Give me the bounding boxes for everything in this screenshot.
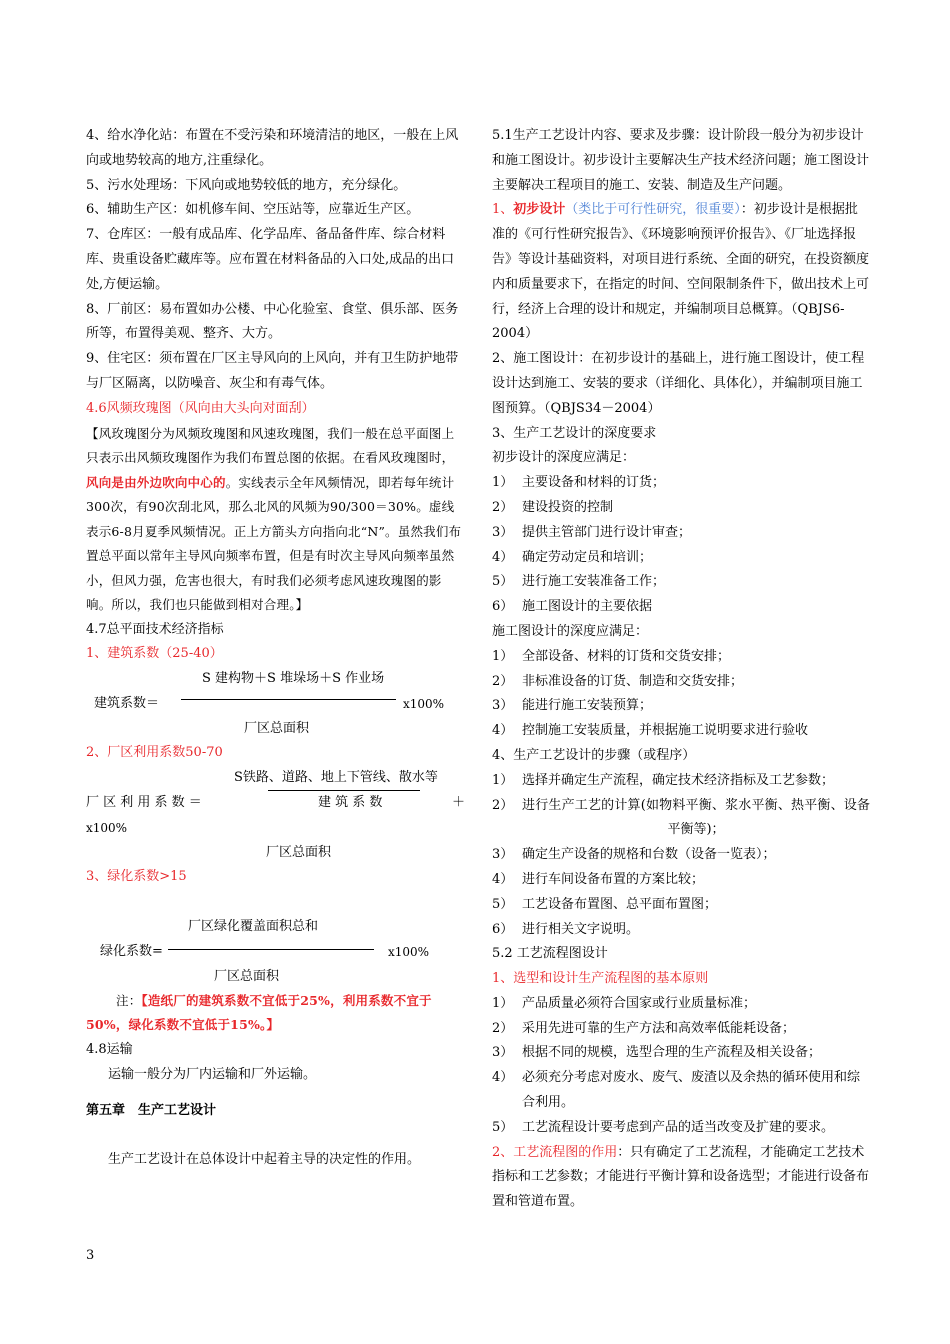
flowchart-role-text: ：只有确定了工艺流程，才能确定工艺技术指标和工艺参数；才能进行平衡计算和设备选型；才能进行设备布置和管道布置。 <box>492 1144 870 1210</box>
heading-4-6: 4.6风频玫瑰图（风向由大头向对面刮） <box>86 400 315 416</box>
construction-depth-heading: 施工图设计的深度应满足： <box>492 623 649 639</box>
paragraph-auxiliary: 6、辅助生产区：如机修车间、空压站等，应靠近生产区。 <box>86 202 420 218</box>
chapter-five-intro: 生产工艺设计在总体设计中起着主导的决定性的作用。 <box>108 1152 421 1168</box>
formula1-numerator: S 建构物＋S 堆垛场＋S 作业场 <box>202 671 385 687</box>
list-item: 5） 工艺流程设计要考虑到产品的适当改变及扩建的要求。 <box>492 1119 835 1135</box>
list-item: 2） 建设投资的控制 <box>492 499 614 515</box>
list-item: 3） 根据不同的规模，选型合理的生产流程及相关设备； <box>492 1045 822 1061</box>
heading-4-8: 4.8运输 <box>86 1041 133 1057</box>
flowchart-principles-heading: 1、选型和设计生产流程图的基本原则 <box>492 971 709 987</box>
list-item: 4） 必须充分考虑对废水、废气、废渣以及余热的循环使用和综合利用。 <box>492 1070 861 1111</box>
formula3-rhs: x100% <box>388 944 430 959</box>
list-item: 3） 能进行施工安装预算； <box>492 698 653 714</box>
flowchart-principles-list <box>492 992 870 1141</box>
design-steps-heading: 4、生产工艺设计的步骤（或程序） <box>492 747 696 763</box>
preliminary-design-hint: （类比于可行性研究，很重要） <box>565 202 741 218</box>
list-item: 4） 确定劳动定员和培训； <box>492 549 653 565</box>
list-item: 2） 非标准设备的订货、制造和交货安排； <box>492 673 744 689</box>
list-item: 6） 施工图设计的主要依据 <box>492 599 653 615</box>
formula3-denominator: 厂区总面积 <box>214 968 280 984</box>
formula3-lhs: 绿化系数= <box>100 943 163 959</box>
depth-requirements-heading: 3、生产工艺设计的深度要求 <box>492 425 657 441</box>
heading-4-7: 4.7总平面技术经济指标 <box>86 621 224 637</box>
formula2-numerator: S铁路、道路、地上下管线、散水等 <box>234 769 438 785</box>
formula2-plus: ＋ <box>452 794 466 810</box>
formula2-building-coefficient: 建 筑 系 数 <box>318 794 383 810</box>
list-item: 1） 选择并确定生产流程，确定技术经济指标及工艺参数； <box>492 772 835 788</box>
wind-rose-note-a: 【风玫瑰图分为风频玫瑰图和风速玫瑰图，我们一般在总平面图上只表示出风频玫瑰图作为我们布置总图的依据。在看风玫瑰图时， <box>86 425 455 466</box>
utilization-coefficient-heading: 2、厂区利用系数50-70 <box>86 745 223 761</box>
paragraph-water-station: 4、给水净化站：布置在不受污染和环境清洁的地区，一般在上风向或地势较高的地方,注重绿化。 <box>86 128 459 168</box>
paragraph-warehouse: 7、仓库区：一般有成品库、化学品库、备品备件库、综合材料库、贵重设备贮藏库等。应布置在材料备品的入口处,成品的出口处,方便运输。 <box>86 227 455 292</box>
paragraph-sewage: 5、污水处理场：下风向或地势较低的地方，充分绿化。 <box>86 177 407 193</box>
paper-mill-note-text: 【造纸厂的建筑系数不宜低于25%，利用系数不宜于50%，绿化系数不宜低于15%。】 <box>86 992 432 1033</box>
list-item: 1） 产品质量必须符合国家或行业质量标准； <box>492 995 757 1011</box>
formula1-rhs: x100% <box>403 697 445 712</box>
greening-coefficient-heading: 3、绿化系数>15 <box>86 868 187 884</box>
transport-text: 运输一般分为厂内运输和厂外运输。 <box>108 1066 317 1082</box>
formula-greening-coefficient <box>86 890 464 989</box>
preliminary-design-text: ：初步设计是根据批准的《可行性研究报告》、《环境影响预评价报告》、《厂址选择报告》等设计基础资料，对项目进行系统、全面的研究，在投资额度内和质量要求下，在指定的时间、空间限制条件下，做出技术上可行，经济上合理的设计和规定，并编制项目总概算。（QBJS6-2004） <box>492 202 870 342</box>
preliminary-design-keyword: 初步设计 <box>513 202 566 218</box>
formula3-numerator: 厂区绿化覆盖面积总和 <box>188 918 319 934</box>
preliminary-depth-list <box>492 471 870 620</box>
list-item: 2） 进行生产工艺的计算(如物料平衡、浆水平衡、热平衡、设备平衡等)； <box>492 797 870 838</box>
formula3-fraction-bar <box>168 949 374 950</box>
paragraph-residential: 9、住宅区：须布置在厂区主导风向的上风向，并有卫生防护地带与厂区隔离，以防噪音、灰尘和有毒气体。 <box>86 351 459 391</box>
preliminary-depth-heading: 初步设计的深度应满足： <box>492 450 636 466</box>
formula1-lhs: 建筑系数＝ <box>94 696 160 712</box>
formula1-fraction-bar <box>181 699 396 700</box>
formula-utilization-coefficient <box>86 766 464 865</box>
formula-building-coefficient <box>86 667 464 741</box>
list-item: 5） 工艺设备布置图、总平面布置图； <box>492 896 718 912</box>
list-item: 5） 进行施工安装准备工作； <box>492 574 666 590</box>
list-item: 2） 采用先进可靠的生产方法和高效率低能耗设备； <box>492 1020 796 1036</box>
design-steps-list <box>492 769 870 943</box>
section-5-2: 5.2 工艺流程图设计 <box>492 946 608 962</box>
construction-drawing-design: 2、施工图设计：在初步设计的基础上，进行施工图设计，使工程设计达到施工、安装的要求（详细化、具体化），并编制项目施工图预算。（QBJS34－2004） <box>492 351 865 416</box>
right-column <box>492 124 870 1215</box>
list-item: 3） 确定生产设备的规格和台数（设备一览表）； <box>492 847 776 863</box>
wind-rose-note-emphasis: 风向是由外边吹向中心的 <box>86 474 226 490</box>
list-item: 4） 进行车间设备布置的方案比较； <box>492 871 705 887</box>
section-5-1: 5.1生产工艺设计内容、要求及步骤：设计阶段一般分为初步设计和施工图设计。初步设计主要解决生产技术经济问题；施工图设计主要解决工程项目的施工、安装、制造及生产问题。 <box>492 128 870 193</box>
page-number: 3 <box>86 1248 95 1263</box>
paragraph-front-area: 8、厂前区：易布置如办公楼、中心化验室、食堂、俱乐部、医务所等，布置得美观、整齐、大方。 <box>86 301 459 342</box>
wind-rose-note-c: 。实线表示全年风频情况，即若每年统计300次，有90次刮北风，那么北风的风频为90/300＝30%。虚线表示6-8月夏季风频情况。正上方箭头方向指向北“N”。虽然我们布置总平面以常年主导风向频率布置，但是有时次主导风向频率虽然小，但风力强，危害也很大，有时我们必须考虑风速玫瑰图的影响。所以，我们也只能做到相对合理。】 <box>86 474 462 613</box>
list-item: 1） 主要设备和材料的订货； <box>492 475 666 491</box>
wind-rose-note <box>86 422 464 618</box>
formula2-lhs: 厂 区 利 用 系 数 ＝ <box>86 794 202 810</box>
preliminary-design <box>492 198 870 347</box>
list-item: 6） 进行相关文字说明。 <box>492 921 640 937</box>
flowchart-role <box>492 1141 870 1215</box>
formula2-rhs: x100% <box>86 820 128 835</box>
list-item: 4） 控制施工安装质量，并根据施工说明要求进行验收 <box>492 723 809 739</box>
chapter-five-title: 第五章 生产工艺设计 <box>86 1103 217 1119</box>
left-column <box>86 124 464 1173</box>
paper-mill-note <box>86 989 464 1038</box>
paper-mill-note-prefix: 注： <box>116 992 142 1008</box>
formula2-denominator: 厂区总面积 <box>266 844 332 860</box>
formula1-denominator: 厂区总面积 <box>244 721 310 737</box>
list-item: 3） 提供主管部门进行设计审查； <box>492 524 692 540</box>
construction-depth-list <box>492 645 870 744</box>
flowchart-role-keyword: 2、工艺流程图的作用 <box>492 1144 618 1160</box>
preliminary-design-number: 1、 <box>492 202 514 218</box>
building-coefficient-heading: 1、建筑系数（25-40） <box>86 646 223 662</box>
list-item: 1） 全部设备、材料的订货和交货安排； <box>492 648 731 664</box>
